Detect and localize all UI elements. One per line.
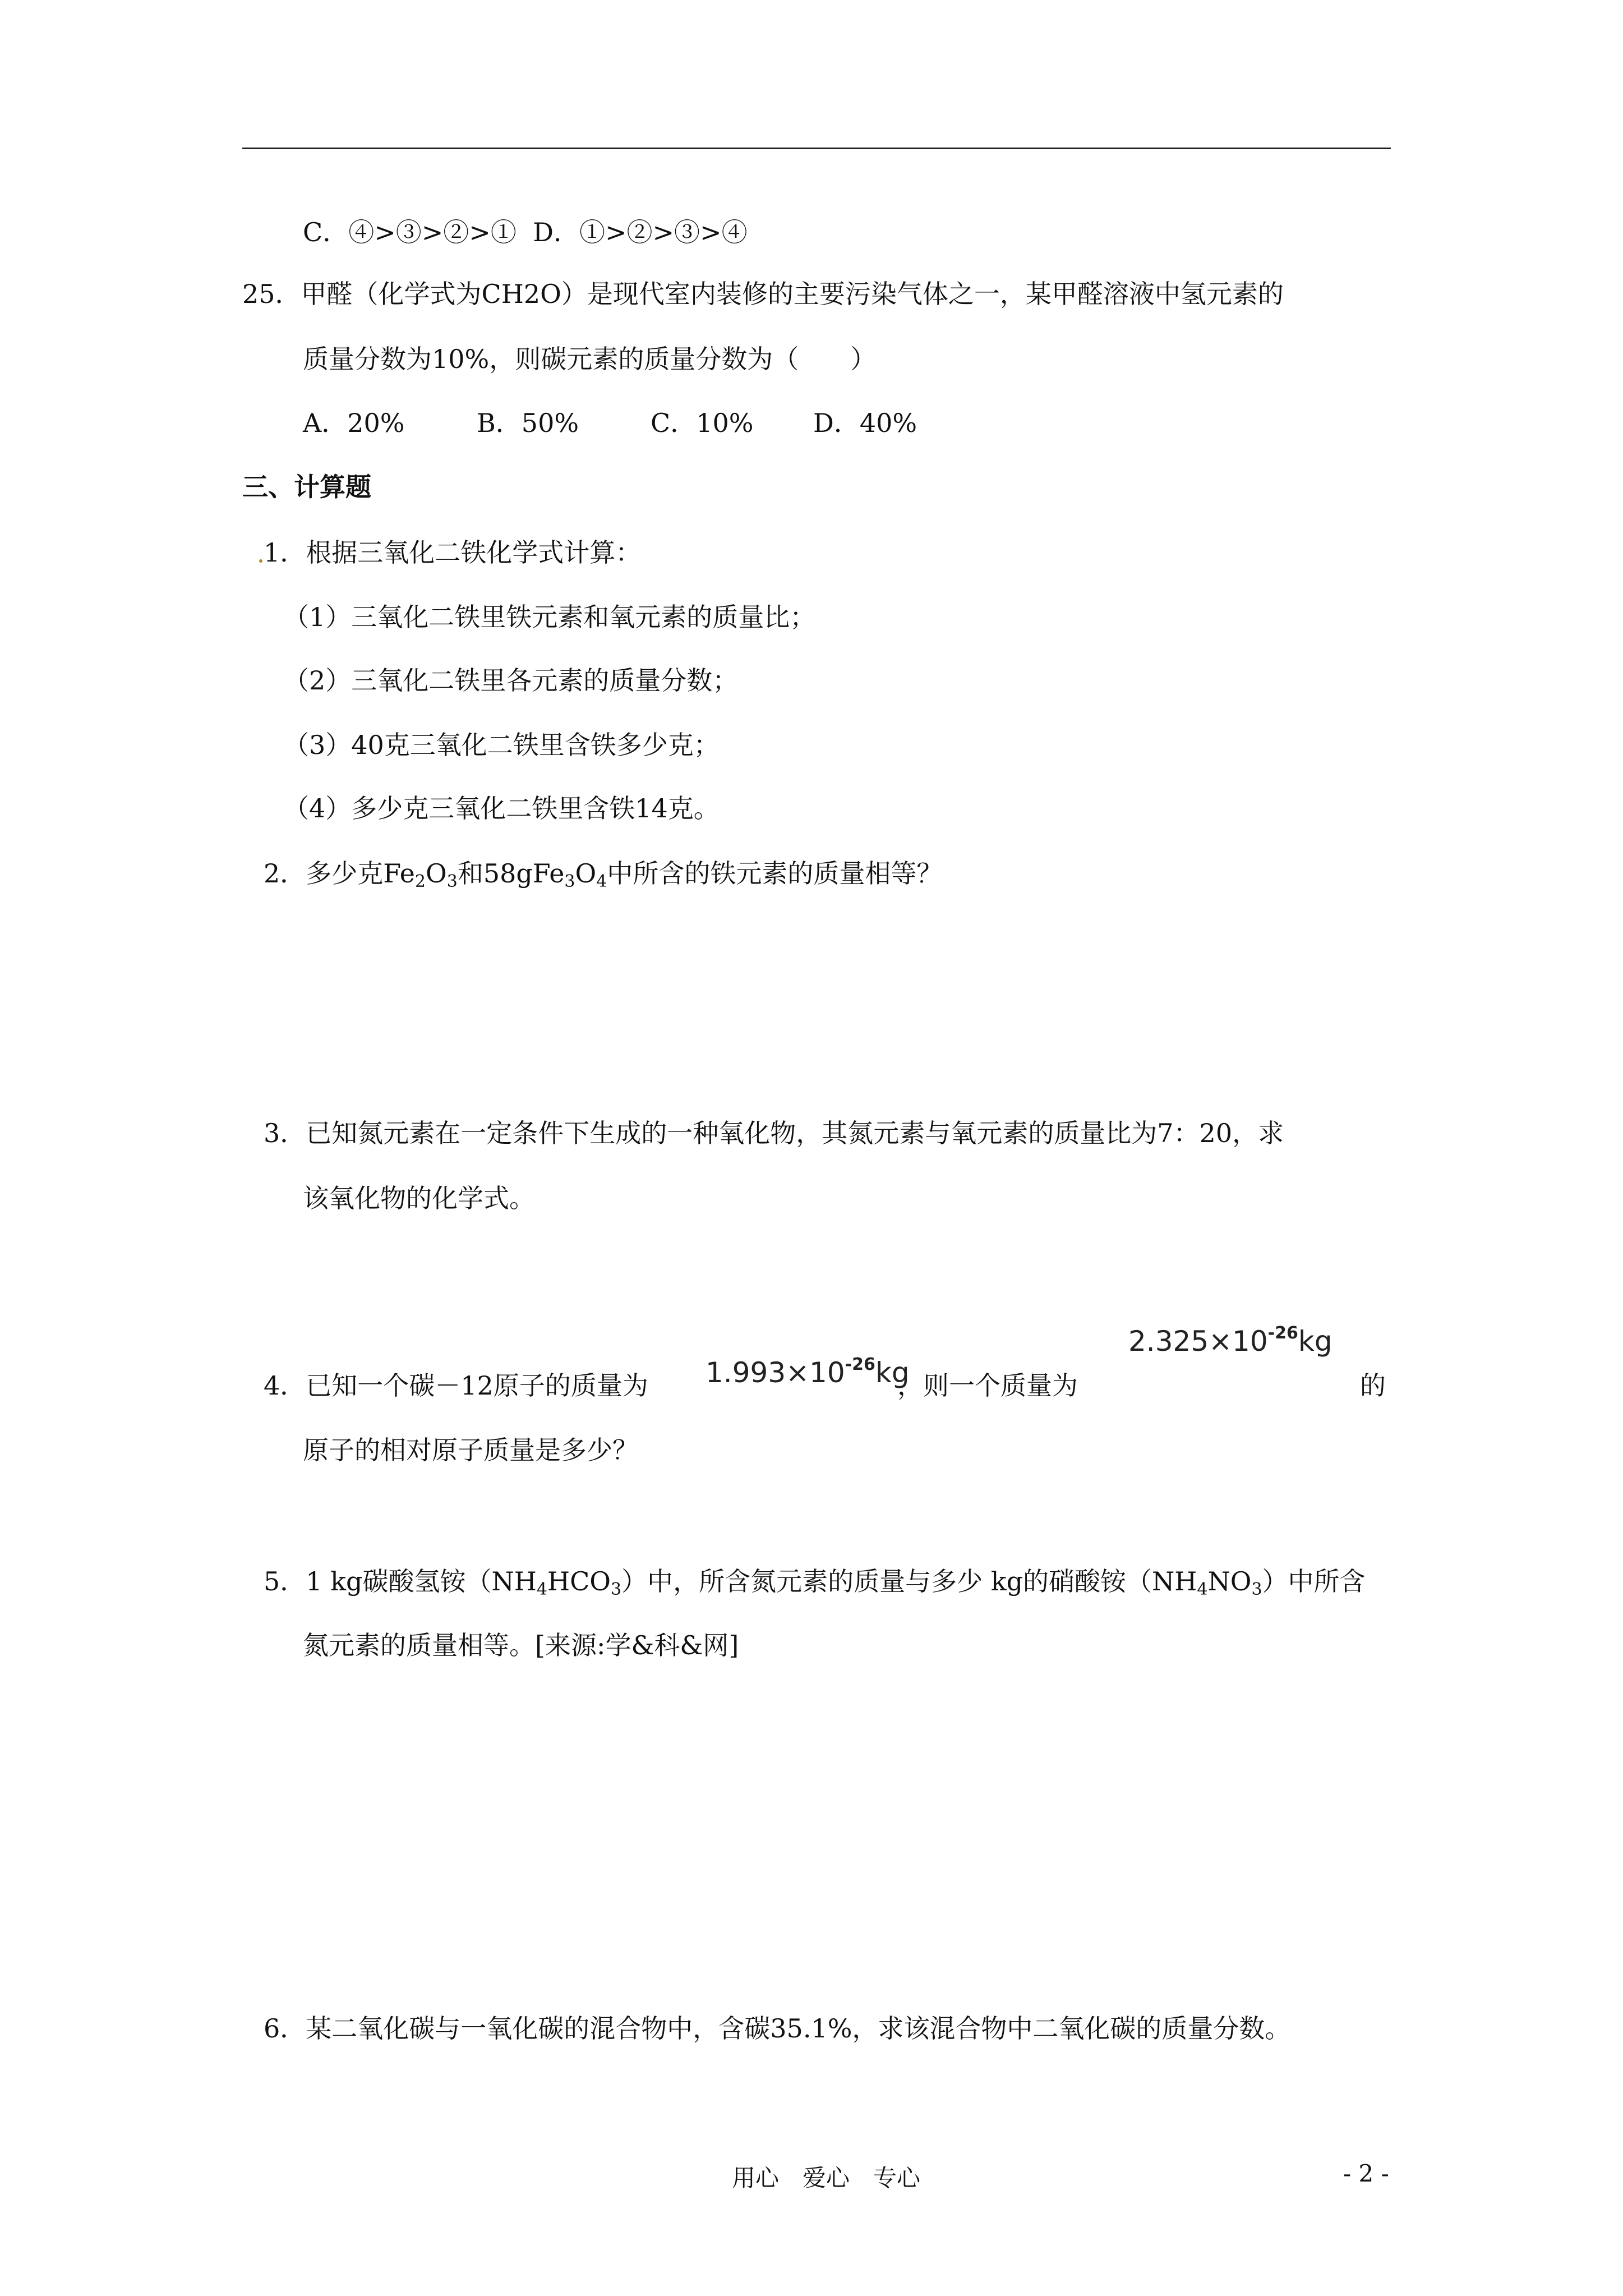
q25-option-c: C．10% [651,408,754,438]
c6-number: 6． [264,2013,306,2044]
footer-motto: 用心 爱心 专心 [732,2164,921,2192]
formula-fe3o4: $58gFe_3O_4$ [483,858,607,891]
c4-text-b: ，则一个质量为 [897,1370,1078,1401]
c2-line: 2．多少克$Fe_2O_3$和$58gFe_3O_4$中所含的铁元素的质量相等？ [264,858,943,891]
section-title: 三、计算题 [242,472,371,502]
c4-formula-atom-mass: $2.325\times 10^{-26}kg$ [1128,1323,1332,1358]
c5-line1: 5．1 kg碳酸氢铵$(NH_4HCO_3)$中，所含氮元素的质量与多少 kg的硝酸铵$(NH_4NO_3)$中所含 [264,1566,1366,1599]
q25-options [303,406,917,440]
q25-number: 25． [242,279,301,309]
c3-line1: 3．已知氮元素在一定条件下生成的一种氧化物，其氮元素与氧元素的质量比为7：20，求 [264,1118,1284,1148]
q25-option-d: D．40% [813,408,917,438]
c3-number: 3． [264,1118,306,1148]
c1-sub1: （1）三氧化二铁里铁元素和氧元素的质量比； [283,602,816,632]
c4-line2: 原子的相对原子质量是多少？ [303,1435,638,1465]
c5-number: 5． [264,1566,306,1596]
formula-fe2o3: $Fe_2O_3$ [383,858,458,891]
decorative-dot [259,559,262,563]
c4-number: 4． [264,1370,306,1401]
c1-sub3: （3）40克三氧化二铁里含铁多少克； [283,730,720,760]
c3-line2: 该氧化物的化学式。 [303,1183,535,1213]
c6-line: 6．某二氧化碳与一氧化碳的混合物中，含碳35.1%，求该混合物中二氧化碳的质量分数。 [264,2013,1291,2044]
c2-number: 2． [264,858,306,889]
c1-sub4: （4）多少克三氧化二铁里含铁14克。 [283,793,720,823]
q25-option-a: A．20% [303,408,405,438]
c1-sub2: （2）三氧化二铁里各元素的质量分数； [283,665,739,696]
q25-line1: 25．甲醛（化学式为CH2O）是现代室内装修的主要污染气体之一，某甲醛溶液中氢元素的 [242,279,1284,309]
c1-stem: 1．根据三氧化二铁化学式计算： [264,537,642,568]
c4-formula-carbon-mass: $1.993\times 10^{-26}kg$ [706,1355,910,1389]
c4-text-c: 的 [1360,1370,1386,1401]
q24-option-c: C．④>③>②>① [303,217,517,247]
c5-line2: 氮元素的质量相等。[来源:学&科&网] [303,1630,739,1660]
q24-options [303,215,748,249]
q24-option-d: D．①>②>③>④ [533,217,748,247]
q25-line2: 质量分数为10%，则碳元素的质量分数为（ ） [303,344,877,374]
q25-option-b: B．50% [477,408,579,438]
c1-number: 1． [264,537,306,568]
c4-line1: 4．已知一个碳－12原子的质量为 [264,1370,648,1401]
header-rule [242,148,1391,149]
page-number: - 2 - [1343,2160,1389,2187]
